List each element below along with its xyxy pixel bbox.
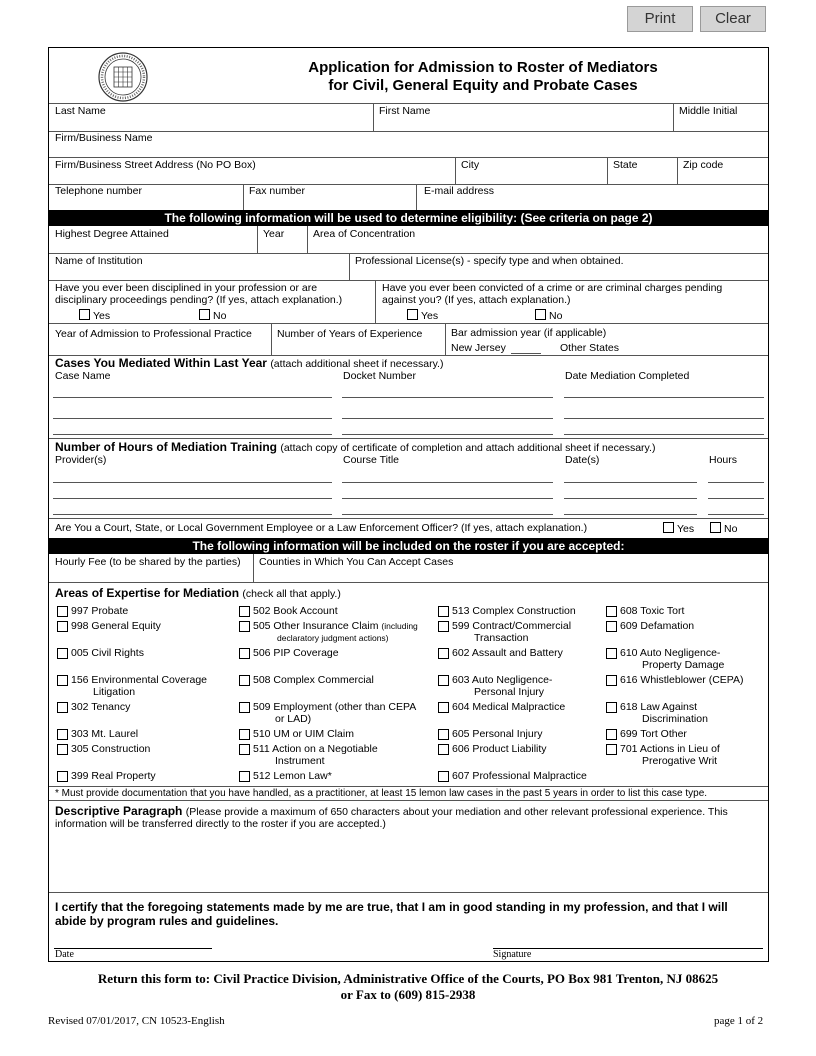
- checkbox-icon[interactable]: [57, 621, 68, 632]
- expertise-option[interactable]: [606, 743, 766, 769]
- checkbox-icon[interactable]: [57, 744, 68, 755]
- institution-label: Name of Institution: [55, 255, 143, 267]
- expertise-label: 506 PIP Coverage: [253, 647, 339, 659]
- employee-yes[interactable]: Yes: [663, 522, 694, 535]
- expertise-option[interactable]: [438, 701, 628, 727]
- expertise-label: 607 Professional Malpractice: [452, 770, 587, 782]
- lemon-law-footnote: * Must provide documentation that you have handled, as a practitioner, at least 15 lemon law cases in the past 5 years in order to list this case type.: [55, 788, 708, 799]
- return-address-line2: or Fax to (609) 815-2938: [340, 987, 476, 1002]
- checkbox-icon[interactable]: [239, 606, 250, 617]
- expertise-label: 505 Other Insurance Claim (including declaratory judgment actions): [253, 620, 418, 643]
- checkbox-icon[interactable]: [438, 648, 449, 659]
- new-jersey-label: New Jersey: [451, 342, 506, 354]
- checkbox-icon[interactable]: [239, 729, 250, 740]
- expertise-label: 608 Toxic Tort: [620, 605, 685, 617]
- firm-name-label: Firm/Business Name: [55, 132, 153, 144]
- expertise-label: 997 Probate: [71, 605, 129, 617]
- expertise-option[interactable]: [57, 743, 247, 769]
- expertise-label: 609 Defamation: [620, 620, 695, 632]
- convicted-yes[interactable]: Yes: [407, 309, 438, 322]
- page-number: page 1 of 2: [714, 1015, 764, 1027]
- checkbox-icon[interactable]: [57, 606, 68, 617]
- checkbox-icon[interactable]: [57, 702, 68, 713]
- expertise-label: 509 Employment (other than CEPA or LAD): [253, 701, 417, 725]
- checkbox-icon[interactable]: [606, 702, 617, 713]
- street-address-label: Firm/Business Street Address (No PO Box): [55, 159, 256, 171]
- expertise-option[interactable]: [239, 674, 429, 700]
- expertise-option[interactable]: [606, 620, 766, 646]
- cases-heading: Cases You Mediated Within Last Year (attach additional sheet if necessary.): [55, 356, 444, 370]
- expertise-option[interactable]: [57, 620, 247, 646]
- return-address-line1: Return this form to: Civil Practice Division, Administrative Office of the Courts, PO Box 981 Trenton, NJ 08625: [97, 971, 719, 986]
- expertise-label: 512 Lemon Law*: [253, 770, 332, 782]
- government-employee-question: Are You a Court, State, or Local Government Employee or a Law Enforcement Officer? (If yes, attach explanation.): [55, 522, 588, 534]
- years-experience-label: Number of Years of Experience: [277, 328, 423, 340]
- expertise-label: 302 Tenancy: [71, 701, 131, 713]
- revision-note: Revised 07/01/2017, CN 10523-English: [48, 1015, 225, 1027]
- application-form: [48, 47, 769, 962]
- expertise-option[interactable]: [606, 701, 766, 727]
- hourly-fee-label: Hourly Fee (to be shared by the parties): [55, 556, 241, 568]
- expertise-label: 399 Real Property: [71, 770, 156, 782]
- first-name-label: First Name: [379, 105, 431, 117]
- checkbox-icon[interactable]: [57, 675, 68, 686]
- expertise-label: 606 Product Liability: [452, 743, 547, 755]
- counties-label: Counties in Which You Can Accept Cases: [259, 556, 454, 568]
- expertise-label: 998 General Equity: [71, 620, 161, 632]
- checkbox-icon[interactable]: [438, 702, 449, 713]
- expertise-heading: Areas of Expertise for Mediation (check all that apply.): [55, 586, 341, 600]
- form-title-line2: for Civil, General Equity and Probate Cases: [328, 77, 638, 94]
- fax-label: Fax number: [249, 185, 306, 197]
- expertise-label: 510 UM or UIM Claim: [253, 728, 354, 740]
- degree-label: Highest Degree Attained: [55, 228, 169, 240]
- disciplined-yes[interactable]: Yes: [79, 309, 110, 322]
- checkbox-icon[interactable]: [606, 621, 617, 632]
- year-label: Year: [263, 228, 285, 240]
- expertise-option[interactable]: [438, 620, 628, 646]
- expertise-label: 618 Law Against Discrimination: [620, 701, 708, 725]
- expertise-option[interactable]: [239, 701, 429, 727]
- expertise-option[interactable]: [57, 701, 247, 727]
- city-label: City: [461, 159, 480, 171]
- expertise-option[interactable]: [606, 674, 766, 700]
- expertise-label: 502 Book Account: [253, 605, 338, 617]
- expertise-label: 513 Complex Construction: [452, 605, 576, 617]
- checkbox-icon[interactable]: [438, 729, 449, 740]
- provider-col: Provider(s): [55, 454, 107, 466]
- checkbox-icon[interactable]: [606, 744, 617, 755]
- form-title-line1: Application for Admission to Roster of Mediators: [308, 59, 658, 76]
- bar-admission-label: Bar admission year (if applicable): [451, 327, 607, 339]
- docket-number-col: Docket Number: [343, 370, 416, 382]
- checkbox-icon[interactable]: [438, 621, 449, 632]
- checkbox-icon[interactable]: [438, 606, 449, 617]
- checkbox-icon[interactable]: [239, 648, 250, 659]
- checkbox-icon[interactable]: [239, 744, 250, 755]
- convicted-no[interactable]: No: [535, 309, 562, 322]
- dates-col: Date(s): [565, 454, 600, 466]
- clear-button[interactable]: Clear: [700, 6, 766, 32]
- expertise-label: 508 Complex Commercial: [253, 674, 374, 686]
- expertise-option[interactable]: [57, 647, 247, 673]
- expertise-label: 701 Actions in Lieu of Prerogative Writ: [620, 743, 720, 767]
- checkbox-icon[interactable]: [239, 771, 250, 782]
- court-seal-icon: [98, 52, 148, 102]
- checkbox-icon[interactable]: [239, 621, 250, 632]
- checkbox-icon[interactable]: [239, 702, 250, 713]
- license-label: Professional License(s) - specify type and when obtained.: [355, 255, 624, 267]
- eligibility-bar: The following information will be used to determine eligibility: (See criteria on page 2): [49, 210, 768, 226]
- date-label: Date: [55, 949, 74, 960]
- email-label: E-mail address: [424, 185, 495, 197]
- expertise-label: 616 Whistleblower (CEPA): [620, 674, 744, 686]
- print-button[interactable]: Print: [627, 6, 693, 32]
- hours-col: Hours: [709, 454, 738, 466]
- telephone-label: Telephone number: [55, 185, 142, 197]
- checkbox-icon[interactable]: [57, 771, 68, 782]
- expertise-label: 303 Mt. Laurel: [71, 728, 139, 740]
- checkbox-icon[interactable]: [606, 729, 617, 740]
- training-heading: Number of Hours of Mediation Training (attach copy of certificate of completion and attach additional sheet if necessary.): [55, 440, 656, 454]
- expertise-label: 005 Civil Rights: [71, 647, 144, 659]
- expertise-option[interactable]: [57, 674, 247, 700]
- date-completed-col: Date Mediation Completed: [565, 370, 690, 382]
- convicted-question-line2: against you? (If yes, attach explanation.): [382, 294, 571, 306]
- expertise-label: 156 Environmental Coverage Litigation: [71, 674, 207, 698]
- admission-year-label: Year of Admission to Professional Practice: [55, 328, 252, 340]
- checkbox-icon[interactable]: [606, 648, 617, 659]
- checkbox-icon[interactable]: [57, 648, 68, 659]
- expertise-label: 699 Tort Other: [620, 728, 687, 740]
- middle-initial-label: Middle Initial: [679, 105, 738, 117]
- expertise-label: 305 Construction: [71, 743, 151, 755]
- expertise-option[interactable]: [606, 647, 766, 673]
- expertise-label: 602 Assault and Battery: [452, 647, 563, 659]
- expertise-label: 604 Medical Malpractice: [452, 701, 566, 713]
- state-label: State: [613, 159, 638, 171]
- descriptive-heading: Descriptive Paragraph (Please provide a maximum of 650 characters about your mediation and other relevant professional experience. This: [55, 804, 728, 818]
- concentration-label: Area of Concentration: [313, 228, 416, 240]
- checkbox-icon[interactable]: [239, 675, 250, 686]
- disciplined-no[interactable]: No: [199, 309, 226, 322]
- expertise-option[interactable]: [438, 674, 628, 700]
- roster-bar: The following information will be included on the roster if you are accepted:: [49, 538, 768, 554]
- convicted-question-line1: Have you ever been convicted of a crime or are criminal charges pending: [382, 282, 723, 294]
- last-name-label: Last Name: [55, 105, 106, 117]
- expertise-label: 605 Personal Injury: [452, 728, 543, 740]
- expertise-option[interactable]: [239, 647, 429, 673]
- expertise-label: 610 Auto Negligence- Property Damage: [620, 647, 725, 671]
- checkbox-icon[interactable]: [438, 675, 449, 686]
- expertise-option[interactable]: [239, 620, 429, 646]
- checkbox-icon[interactable]: [438, 771, 449, 782]
- expertise-option[interactable]: [438, 647, 628, 673]
- expertise-option[interactable]: [438, 743, 628, 769]
- checkbox-icon[interactable]: [438, 744, 449, 755]
- expertise-label: 599 Contract/Commercial Transaction: [452, 620, 572, 644]
- expertise-label: 603 Auto Negligence- Personal Injury: [452, 674, 553, 698]
- signature-label: Signature: [493, 949, 532, 960]
- checkbox-icon[interactable]: [57, 729, 68, 740]
- case-name-col: Case Name: [55, 370, 111, 382]
- course-title-col: Course Title: [343, 454, 400, 466]
- certify-line1: I certify that the foregoing statements made by me are true, that I am in good standing in my profession, and that I will: [55, 900, 728, 914]
- disciplined-question-line1: Have you ever been disciplined in your profession or are: [55, 282, 318, 294]
- other-states-label: Other States: [560, 342, 619, 354]
- descriptive-note-line2: information will be transferred directly to the roster if you are accepted.): [55, 818, 386, 830]
- employee-no[interactable]: No: [710, 522, 737, 535]
- checkbox-icon[interactable]: [606, 675, 617, 686]
- zip-code-label: Zip code: [683, 159, 724, 171]
- expertise-option[interactable]: [239, 743, 429, 769]
- expertise-label: 511 Action on a Negotiable Instrument: [253, 743, 378, 767]
- disciplined-question-line2: disciplinary proceedings pending? (If yes, attach explanation.): [55, 294, 343, 306]
- certify-line2: abide by program rules and guidelines.: [55, 914, 279, 928]
- checkbox-icon[interactable]: [606, 606, 617, 617]
